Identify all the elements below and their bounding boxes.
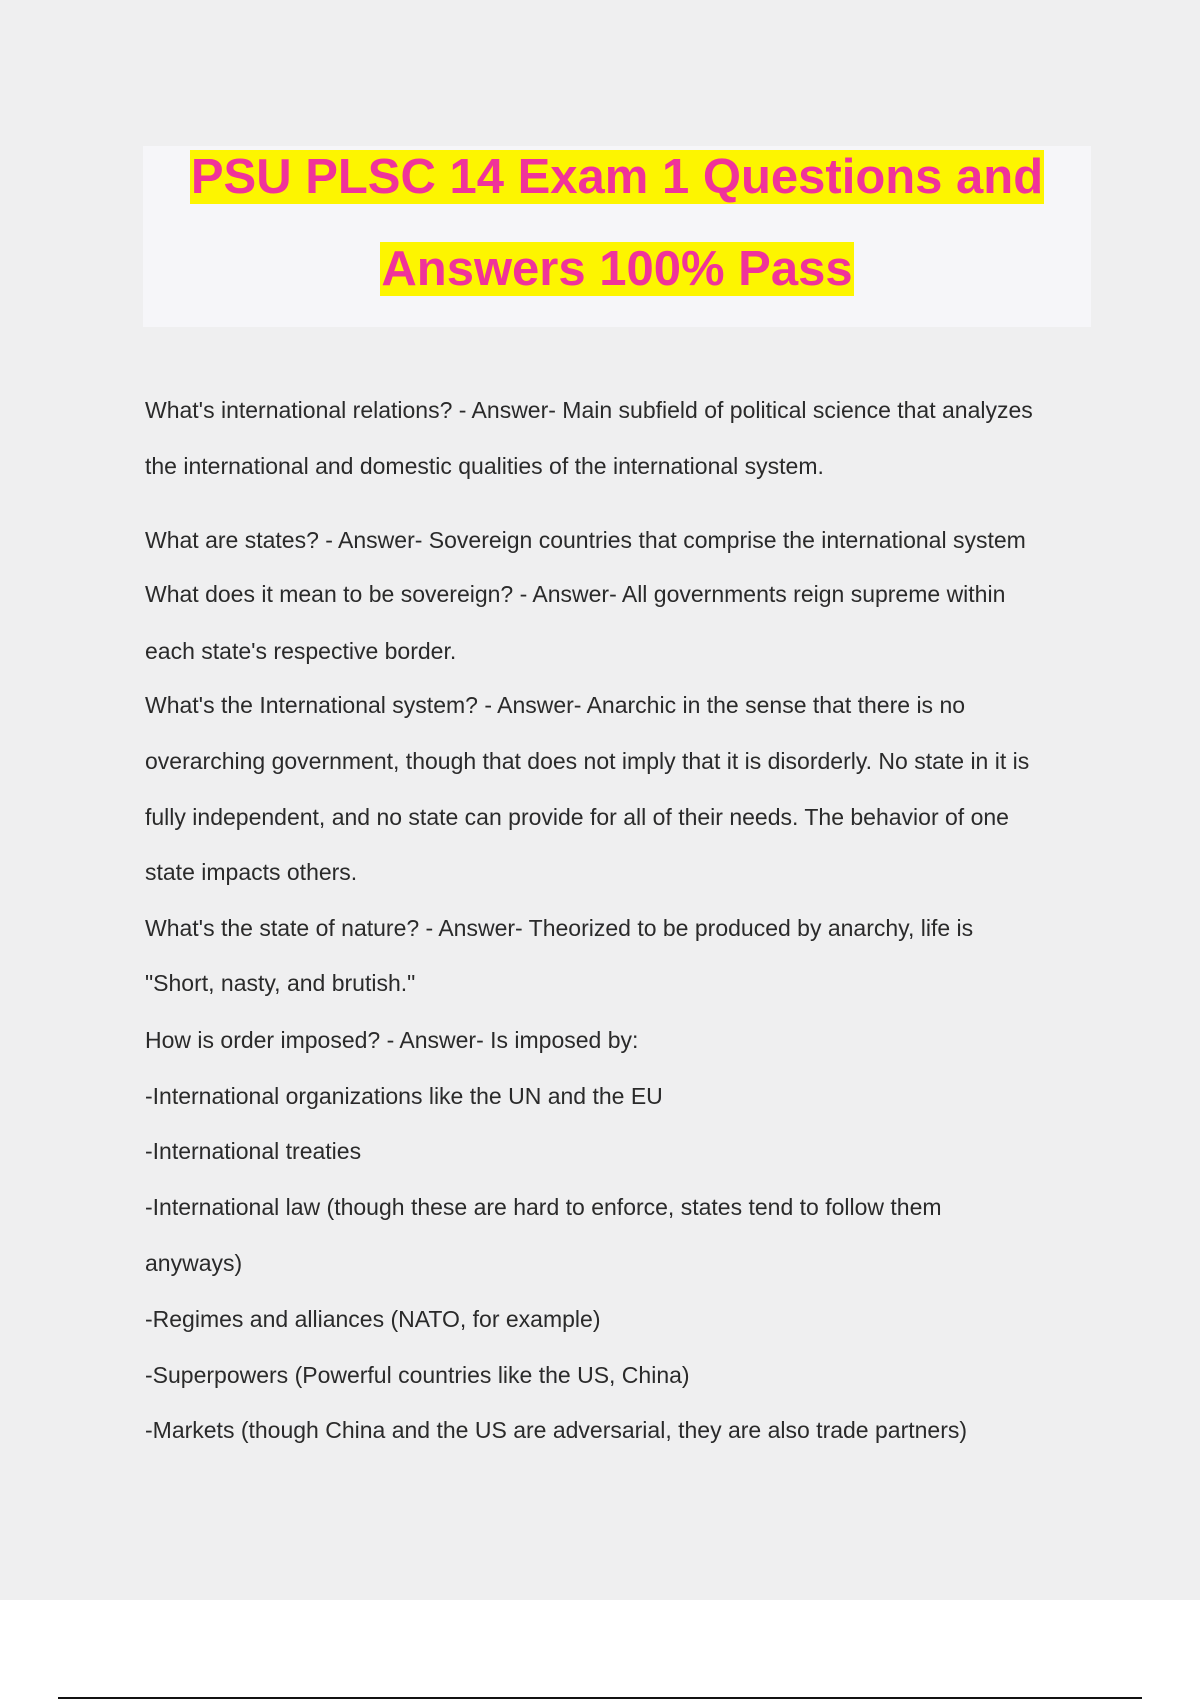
body-line: fully independent, and no state can provide for all of their needs. The behavior of one [145, 804, 1009, 830]
body-line: the international and domestic qualities of the international system. [145, 453, 824, 479]
body-line: overarching government, though that does not imply that it is disorderly. No state in it is [145, 748, 1030, 774]
body-line: -International law (though these are hard to enforce, states tend to follow them [145, 1194, 942, 1220]
body-line: What's international relations? - Answer- Main subfield of political science that analyzes [145, 397, 1033, 423]
title-block [143, 146, 1091, 327]
body-line: state impacts others. [145, 859, 358, 885]
title-highlight-2: Answers 100% Pass [381, 242, 853, 296]
body-line: anyways) [145, 1250, 243, 1276]
body-line: each state's respective border. [145, 638, 457, 664]
body-line: What does it mean to be sovereign? - Answer- All governments reign supreme within [145, 581, 1006, 607]
body-line: "Short, nasty, and brutish." [145, 970, 416, 996]
body-line: -International organizations like the UN and the EU [145, 1083, 663, 1109]
body-line: -Markets (though China and the US are adversarial, they are also trade partners) [145, 1417, 968, 1443]
page-bottom-rule [58, 1697, 1142, 1699]
title-highlight-1: PSU PLSC 14 Exam 1 Questions and [190, 150, 1044, 204]
body-line: What are states? - Answer- Sovereign countries that comprise the international system [145, 527, 1026, 553]
body-line: What's the state of nature? - Answer- Theorized to be produced by anarchy, life is [145, 915, 974, 941]
body-line: -International treaties [145, 1138, 362, 1164]
body-line: -Superpowers (Powerful countries like the US, China) [145, 1362, 690, 1388]
body-line: What's the International system? - Answer- Anarchic in the sense that there is no [145, 692, 966, 718]
document-title-line-2 [143, 238, 1091, 300]
body-line: How is order imposed? - Answer- Is imposed by: [145, 1027, 639, 1053]
body-line: -Regimes and alliances (NATO, for example) [145, 1306, 601, 1332]
document-title-line-1 [143, 146, 1091, 208]
